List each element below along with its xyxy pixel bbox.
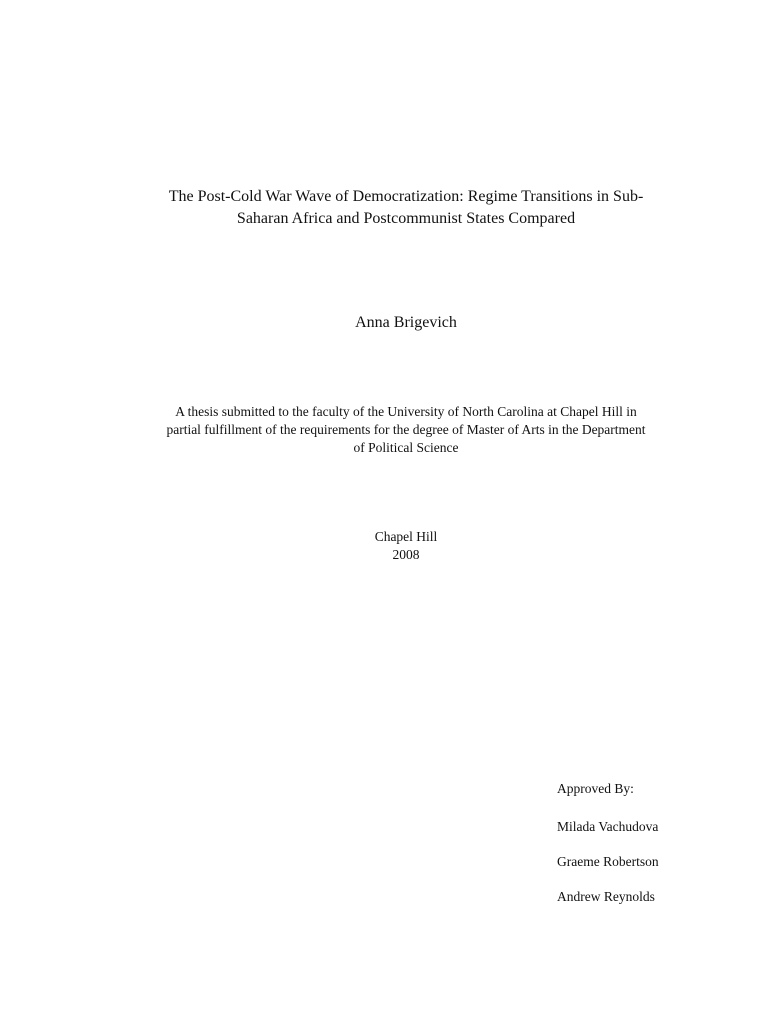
approver-name: Graeme Robertson: [557, 854, 659, 869]
year: 2008: [392, 547, 420, 562]
approver-name: Andrew Reynolds: [557, 889, 655, 904]
thesis-statement: [110, 403, 702, 457]
author-name: Anna Brigevich: [355, 314, 457, 331]
thesis-statement-line: partial fulfillment of the requirements for the degree of Master of Arts in the Department: [166, 422, 646, 437]
place: Chapel Hill: [374, 529, 438, 544]
approver-name: Milada Vachudova: [557, 819, 659, 834]
thesis-statement-line: of Political Science: [353, 440, 459, 455]
thesis-title-line: The Post-Cold War Wave of Democratization: Regime Transitions in Sub-: [168, 188, 644, 205]
thesis-statement-line: A thesis submitted to the faculty of the University of North Carolina at Chapel Hill in: [175, 404, 637, 419]
thesis-title-line: Saharan Africa and Postcommunist States Compared: [236, 210, 576, 227]
approval-label: Approved By:: [557, 781, 634, 796]
approval-block: [557, 780, 757, 923]
thesis-title: [120, 186, 692, 230]
place-and-year: [0, 528, 768, 564]
